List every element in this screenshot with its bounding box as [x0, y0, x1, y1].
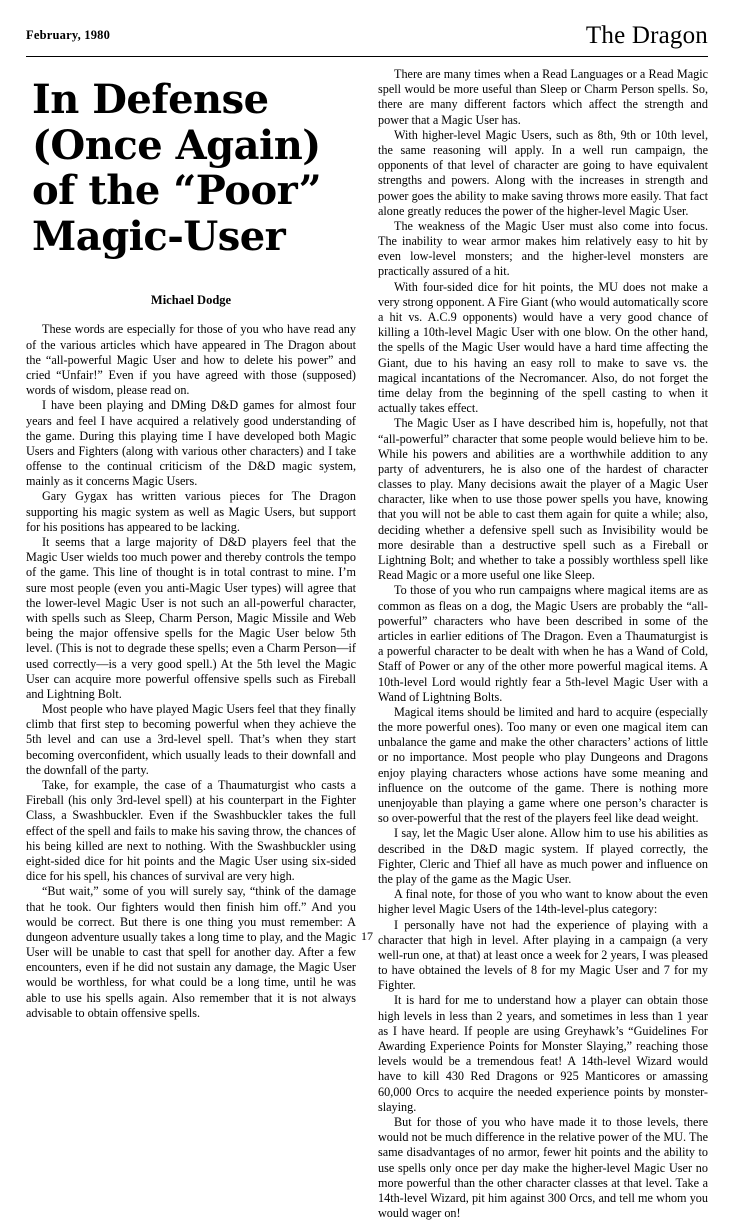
- paragraph: “But wait,” some of you will surely say, “think of the damage that he took. Our fighters would then finish him off.” And you would be correct. But there is one thing you must remember: A dungeon adventure usually takes a long time to play, and the Magic User will be unable to cast that spell for another day. After a few encounters, even if he did not sustain any damage, the Magic User would be worthless, for what could be a long time, until he was able to use his spells again. Also remember that it is not always advisable to obtain offensive spells.: [26, 884, 356, 1020]
- paragraph: With higher-level Magic Users, such as 8th, 9th or 10th level, the same reasoning will apply. In a well run campaign, the opponents of that level of character are going to have equivalent strengths and powers. Along with the increases in strength and power goes the ability to make saving throws more easily. That fact alone greatly reduces the power of the higher-level Magic User.: [378, 127, 708, 218]
- paragraph: There are many times when a Read Languages or a Read Magic spell would be more useful than Sleep or Charm Person spells. So, there are many different factors which affect the strength and power that a Magic User has.: [378, 67, 708, 127]
- page-masthead: [26, 22, 708, 50]
- paragraph: I personally have not had the experience of playing with a character that high in level. After playing in a campaign (a very well-run one, at that) at least once a week for 2 years, I was pleased to have obtained the levels of 8 for my Magic User and 7 for my Fighter.: [378, 917, 708, 993]
- article-headline: In Defense (Once Again) of the “Poor” Magic-User: [32, 76, 322, 260]
- page-number: 17: [361, 929, 373, 943]
- paragraph: But for those of you who have made it to those levels, there would not be much difference in the relative power of the MU. The same disadvantages of no armor, fewer hit points and the ability to use spells only once per day make the higher-level Magic User no more powerful than the other character classes at that level. Take a 14th-level Wizard, pit him against 300 Orcs, and tell me whom you would wager on!: [378, 1114, 708, 1221]
- article-byline: Michael Dodge: [150, 293, 232, 308]
- paragraph: Take, for example, the case of a Thaumaturgist who casts a Fireball (his only 3rd-level spell) at his counterpart in the Fighter Class, a Swashbuckler. Even if the Swashbuckler takes the full effect of the spell and fails to make his saving throw, the chances of his being killed are next to nothing. With the Swashbuckler using eight-sided dice for hit points and the Magic User using six-sided dice for his spell, his chances of survival are very high.: [26, 778, 356, 884]
- paragraph: With four-sided dice for hit points, the MU does not make a very strong opponent. A Fire Giant (who would automatically score a hit vs. A.C.9 opponents) would have a very good chance of killing a 10th-level Magic User with one blow. On the other hand, the spells of the Magic User would have a hard time affecting the Giant, due to his having an easy roll to make to save vs. the magical incantations of the Necromancer. Also, do not forget the time delay from the beginning of the spell casting to when it actually takes effect.: [378, 279, 708, 416]
- paragraph: I have been playing and DMing D&D games for almost four years and feel I have acquired a relatively good understanding of the game. During this playing time I have developed both Magic Users and Fighters (along with various other characters) and I take offense to the continual criticism of the D&D magic system, mainly as it concerns Magic Users.: [26, 398, 356, 489]
- article-columns: [26, 67, 708, 1221]
- paragraph: Gary Gygax has written various pieces for The Dragon supporting his magic system as well as Magic Users, but support for his positions has appeared to be lacking.: [26, 489, 356, 534]
- paragraph: It seems that a large majority of D&D players feel that the Magic User wields too much power and thereby controls the tempo of the game. This line of thought is in total contrast to mine. I’m sure most people (even you anti-Magic User types) will agree that the lower-level Magic User is not such an all-powerful character, with spells such as Sleep, Charm Person, Magic Missile and Web being the major offensive spells for the Magic User below 5th level. (This is not to degrade these spells; even a Charm Person—if used correctly—is a very good spell.) At the 5th level the Magic User can acquire more powerful offensive spells such as Fireball and Lightning Bolt.: [26, 535, 356, 701]
- paragraph: Magical items should be limited and hard to acquire (especially the more powerful ones). Too many or even one magical item can unbalance the game and make the other characters’ actions of little or no importance. Most people who play Dungeons and Dragons enjoy playing characters whose actions have some meaning and influence on the outcome of the game. There is nothing more unenjoyable than playing a game where one person’s character is so over-powerful that the rest of the players feel like dead weight.: [378, 704, 708, 826]
- magazine-title: The Dragon: [585, 22, 708, 49]
- masthead-divider: [26, 56, 708, 57]
- paragraph: These words are especially for those of you who have read any of the various articles which have appeared in The Dragon about the “all-powerful Magic User and how to delete his power” and cried “Unfair!” Even if you have agreed with those (supposed) words of wisdom, please read on.: [26, 322, 356, 398]
- paragraph: The Magic User as I have described him is, hopefully, not that “all-powerful” character that some people would believe him to be. While his powers and abilities are a worthwhile addition to any party of adventurers, he is also one of the hardest of character classes to play. Many decisions await the player of a Magic User character, like when to use those power spells you have, knowing that you will not be able to cast them again for quite a while; also, deciding whether a defensive spell such as Invisibility would be more desirable than a destructive spell such as a Fireball or Lightning Bolt; and whether to take a possibly worthless spell like Read Magic or a more useful one like Sleep.: [378, 416, 708, 583]
- left-column: [26, 67, 356, 1020]
- issue-date: February, 1980: [26, 28, 111, 42]
- paragraph: I say, let the Magic User alone. Allow him to use his abilities as described in the D&D magic system. If played correctly, the Fighter, Cleric and Thief all have as much power and influence on the play of the game as the Magic User.: [378, 826, 708, 886]
- paragraph: A final note, for those of you who want to know about the even higher level Magic Users of the 14th-level-plus category:: [378, 887, 708, 917]
- paragraph: It is hard for me to understand how a player can obtain those high levels in less than 2 years, and sometimes in less than 1 year as I have heard. If people are using Greyhawk’s “Guidelines For Awarding Experience Points for Monster Slaying,” reaching those levels would be a tremendous feat! A 14th-level Wizard would have to kill 430 Red Dragons or 925 Manticores or amassing 60,000 Orcs to acquire the needed experience points by monster-slaying.: [378, 993, 708, 1114]
- paragraph: The weakness of the Magic User must also come into focus. The inability to wear armor makes him relatively easy to hit by even low-level monsters; and the higher-level monsters are practically assured of a hit.: [378, 218, 708, 279]
- right-column: [378, 67, 708, 1221]
- paragraph: To those of you who run campaigns where magical items are as common as fleas on a dog, the Magic Users are probably the “all-powerful” characters who have been described in some of the articles in earlier editions of The Dragon. Even a Thaumaturgist is a powerful character to be dealt with when he has a Wand of Cold, Staff of Power or any of the other more powerful magical items. A 10th-level Lord would rightly fear a 5th-level Magic User with a Wand of Lightning Bolts.: [378, 583, 708, 704]
- paragraph: Most people who have played Magic Users feel that they finally climb that first step to becoming powerful when they achieve the 5th level and can use a 3rd-level spell. That’s when they start becoming overconfident, which usually leads to their downfall and the downfall of the party.: [26, 702, 356, 777]
